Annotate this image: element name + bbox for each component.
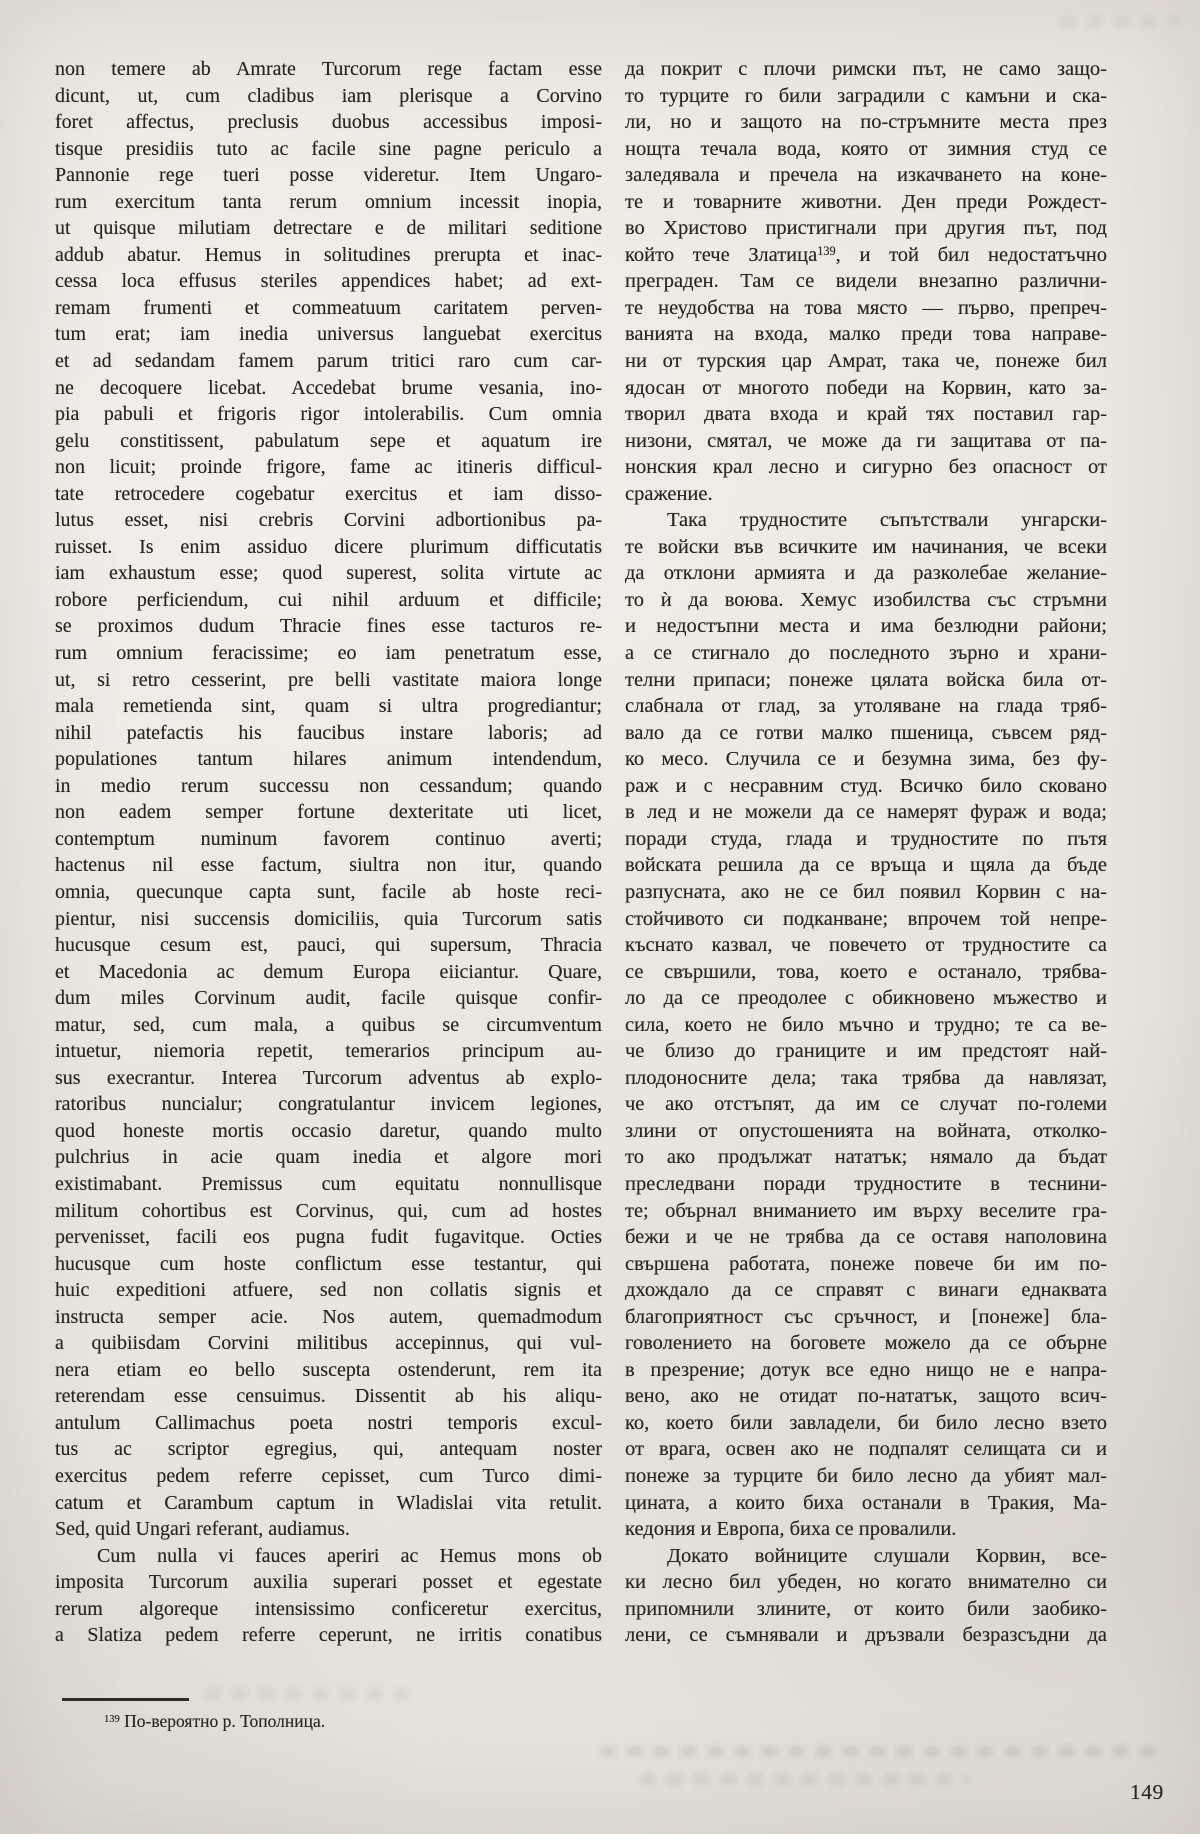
text-line: rum omnium feracissime; eo iam penetratum esse, <box>55 642 602 665</box>
text-line: hucusque cum hoste conflictum esse testantur, qui <box>55 1252 602 1275</box>
text-line: reterendam esse censuimus. Dissentit ab his aliqu- <box>55 1385 602 1408</box>
text-line: pervenisset, facili eos pugna fudit fugavitque. Octies <box>55 1226 602 1249</box>
text-line: militum cohortibus est Corvinus, qui, cum ad hostes <box>55 1199 602 1222</box>
text-line: благоприятност със сръчност, и [понеже] бла- <box>625 1305 1107 1328</box>
text-line: който тече Златица$^{139}$, и той бил недостатъчно <box>625 243 1107 266</box>
text-line: non eadem semper fortune dexteritate uti licet, <box>55 801 602 824</box>
text-line: cessa loca effusus steriles appendices habet; ad ext- <box>55 270 602 293</box>
text-line: ко месо. Случила се и безумна зима, без фу- <box>625 748 1107 771</box>
page-number: 149 <box>1130 1780 1164 1804</box>
text-line: в лед и не можели да се намерят фураж и вода; <box>625 801 1107 824</box>
text-line: populationes tantum hilares animum intendendum, <box>55 748 602 771</box>
text-line: non licuit; proinde frigore, fame ac itineris difficul- <box>55 456 602 479</box>
text-line: то ако продължат нататък; нямало да бъдат <box>625 1146 1107 1169</box>
text-line: tisque presidiis tuto ac facile sine pagne periculo a <box>55 137 602 160</box>
text-line: foret affectus, preclusis duobus accessibus imposi- <box>55 111 602 134</box>
text-line: разпусната, ако не се бил появил Корвин с на- <box>625 880 1107 903</box>
text-line: hactenus nil esse factum, siultra non itur, quando <box>55 854 602 877</box>
text-line: припомнили злините, от които били заобико- <box>625 1597 1107 1620</box>
text-line: че близо до границите и им предстоят най- <box>625 1040 1107 1063</box>
text-line: то ѝ да воюва. Хемус изобилства със стръмни <box>625 588 1107 611</box>
text-line: сила, което не било мъчно и трудно; те са ве- <box>625 1013 1107 1036</box>
text-line: то турците го били заградили с камъни и ска- <box>625 84 1107 107</box>
footnote <box>104 1710 325 1732</box>
text-line: а се стигнало до последното зърно и храни- <box>625 642 1107 665</box>
text-line: преграден. Там се видели внезапно различни- <box>625 270 1107 293</box>
text-line: ки лесно бил убеден, но когато внимателно си <box>625 1571 1107 1594</box>
bulgarian-text-column <box>625 56 1107 1649</box>
bleedthrough-smudge <box>640 1774 970 1785</box>
text-line: вало да се готви малко пшеница, съвсем ряд- <box>625 721 1107 744</box>
text-line: dum miles Corvinum audit, facile quisque confir- <box>55 987 602 1010</box>
text-line: a Slatiza pedem referre ceperunt, ne irritis conatibus <box>55 1624 602 1647</box>
text-line: слабнала от глад, за утоляване на глада тряб- <box>625 695 1107 718</box>
text-line: заледявала и пречела на изкачването на коне- <box>625 164 1107 187</box>
text-line: a quibiisdam Corvini militibus accepinnus, qui vul- <box>55 1332 602 1355</box>
text-line: къснато казвал, че повечето от трудностите са <box>625 934 1107 957</box>
text-line: tus ac scriptor egregius, qui, antequam noster <box>55 1438 602 1461</box>
text-line: Cum nulla vi fauces aperiri ac Hemus mons ob <box>97 1544 602 1567</box>
text-line: ванията на входа, малко преди това направе- <box>625 323 1107 346</box>
text-line: tum erat; iam inedia universus languebat exercitus <box>55 323 602 346</box>
text-line: rum exercitum tanta rerum omnium incessit inopia, <box>55 190 602 213</box>
text-line: nihil patefactis his faucibus instare laboris; ad <box>55 721 602 744</box>
text-line: se proximos dudum Thracie fines esse tacturos re- <box>55 615 602 638</box>
text-line: existimabant. Premissus cum equitatu nonnullisque <box>55 1172 602 1195</box>
text-line: tate retrocedere cogebatur exercitus et iam disso- <box>55 482 602 505</box>
text-line: говолението на боговете можело да се обърне <box>625 1332 1107 1355</box>
bleedthrough-smudge <box>1060 16 1180 27</box>
text-line: свършена работата, понеже повече би им по- <box>625 1252 1107 1275</box>
text-line: дхождало да се справят с винаги еднаквата <box>625 1279 1107 1302</box>
text-line: нонския крал лесно и сигурно без опасност от <box>625 456 1107 479</box>
text-line: лени, се съмнявали и дръзвали безразсъдни да <box>625 1624 1107 1647</box>
text-line: Sed, quid Ungari referant, audiamus. <box>55 1518 350 1541</box>
text-line: кедония и Европа, биха се провалили. <box>625 1518 957 1541</box>
text-line: pia pabuli et frigoris rigor intolerabilis. Cum omnia <box>55 403 602 426</box>
text-line: nera etiam eo bello suscepta ostenderunt, rem ita <box>55 1358 602 1381</box>
text-line: remam frumenti et commeatuum caritatem perven- <box>55 296 602 319</box>
text-line: addub abatur. Hemus in solitudines prerupta et inac- <box>55 243 602 266</box>
text-line: et Macedonia ac demum Europa eiiciantur. Quare, <box>55 960 602 983</box>
text-line: ко, което били завладели, би било лесно взето <box>625 1411 1107 1434</box>
text-line: те; обърнал вниманието им върху веселите гра- <box>625 1199 1107 1222</box>
text-line: че ако отстъпят, да им се случат по-големи <box>625 1093 1107 1116</box>
text-line: pientur, nisi succensis domiciliis, quia Turcorum satis <box>55 907 602 930</box>
text-line: преследвани поради трудностите в теснини- <box>625 1172 1107 1195</box>
text-line: от врага, освен ако не подпалят селищата си и <box>625 1438 1107 1461</box>
footnote-text: По-вероятно р. Тополница. <box>124 1711 326 1731</box>
text-line: ne decoquere licebat. Accedebat brume vesania, ino- <box>55 376 602 399</box>
text-line: ut, si retro cesserint, pre belli vastitate maiora longe <box>55 668 602 691</box>
text-line: mala remetienda sint, quam si ultra progrediantur; <box>55 695 602 718</box>
text-line: поради студа, глада и трудностите по пътя <box>625 827 1107 850</box>
text-line: robore perficiendum, cui nihil arduum et difficile; <box>55 588 602 611</box>
text-line: те и товарните животни. Ден преди Рождест- <box>625 190 1107 213</box>
text-line: omnia, quecunque capta sunt, facile ab hoste reci- <box>55 880 602 903</box>
text-line: gelu constitissent, pabulatum sepe et aquatum ire <box>55 429 602 452</box>
footnote-divider-rule <box>62 1698 189 1701</box>
text-line: ядосан от многото победи на Корвин, като за- <box>625 376 1107 399</box>
text-line: творил двата входа и край тях поставил гар- <box>625 403 1107 426</box>
text-line: catum et Carambum captum in Wladislai vita retulit. <box>55 1491 602 1514</box>
text-line: да отклони армията и да разколебае желание- <box>625 562 1107 585</box>
bleedthrough-smudge <box>205 1688 415 1699</box>
text-line: бежи и че не трябва да се оставя наполовина <box>625 1226 1107 1249</box>
text-line: се свършили, това, което е останало, трябва- <box>625 960 1107 983</box>
text-line: ut quisque milutiam detrectare e de militari seditione <box>55 217 602 240</box>
text-line: нощта течала вода, която от зимния студ се <box>625 137 1107 160</box>
text-line: те войски във всичките им начинания, че всеки <box>625 535 1107 558</box>
text-line: стойчивото си подканване; впрочем той непре- <box>625 907 1107 930</box>
text-line: раж и с несравним студ. Всичко било сковано <box>625 774 1107 797</box>
text-line: ни от турския цар Амрат, така че, понеже бил <box>625 350 1107 373</box>
text-line: ratoribus nuncialur; congratulantur invicem legiones, <box>55 1093 602 1116</box>
text-line: dicunt, ut, cum cladibus iam plerisque a Corvino <box>55 84 602 107</box>
text-line: quod honeste mortis occasio daretur, quando multo <box>55 1119 602 1142</box>
text-line: huic expeditioni atfuere, sed non collatis signis et <box>55 1279 602 1302</box>
text-line: понеже за турците би било лесно да убият мал- <box>625 1464 1107 1487</box>
text-line: ruisset. Is enim assiduo dicere plurimum difficutatis <box>55 535 602 558</box>
text-line: ло да се преодолее с обикновено мъжество и <box>625 987 1107 1010</box>
text-line: Докато войниците слушали Корвин, все- <box>667 1544 1107 1567</box>
text-line: сражение. <box>625 482 713 505</box>
text-line: sus execrantur. Interea Turcorum adventus ab explo- <box>55 1066 602 1089</box>
text-line: вено, ако не отидат по-нататък, защото всич- <box>625 1385 1107 1408</box>
text-line: contemptum numinum favorem continuo averti; <box>55 827 602 850</box>
text-line: да покрит с плочи римски път, не само защо- <box>625 58 1107 80</box>
text-line: non temere ab Amrate Turcorum rege factam esse <box>55 58 602 80</box>
text-line: Така трудностите съпътствали унгарски- <box>667 509 1107 532</box>
text-line: и недостъпни места и има безлюдни райони; <box>625 615 1107 638</box>
text-line: lutus esset, nisi crebris Corvini adbortionibus pa- <box>55 509 602 532</box>
text-line: телни припаси; понеже цялата войска била от- <box>625 668 1107 691</box>
text-line: exercitus pedem referre cepisset, cum Turco dimi- <box>55 1464 602 1487</box>
text-line: плодоносните дела; така трябва да навлязат, <box>625 1066 1107 1089</box>
text-line: instructa semper acie. Nos autem, quemadmodum <box>55 1305 602 1328</box>
text-line: войската решила да се връща и щяла да бъде <box>625 854 1107 877</box>
text-line: злини от опустошенията на войната, отколко- <box>625 1119 1107 1142</box>
text-line: низони, смятал, че може да ги защитава от па- <box>625 429 1107 452</box>
text-line: et ad sedandam famem parum tritici raro cum car- <box>55 350 602 373</box>
text-line: в презрение; дотук все едно нищо не е напра- <box>625 1358 1107 1381</box>
text-line: intuetur, niemoria repetit, temerarios principum au- <box>55 1040 602 1063</box>
text-line: iam exhaustum esse; quod superest, solita virtute ac <box>55 562 602 585</box>
text-line: rerum algoreque intensissimo conficeretur exercitus, <box>55 1597 602 1620</box>
text-line: matur, sed, cum mala, a quibus se circumventum <box>55 1013 602 1036</box>
text-line: hucusque cesum est, pauci, qui supersum, Thracia <box>55 934 602 957</box>
text-line: ли, но и защото на по-стръмните места през <box>625 111 1107 134</box>
text-line: in medio rerum successu non cessandum; quando <box>55 774 602 797</box>
latin-text-column <box>55 56 602 1649</box>
text-line: antulum Callimachus poeta nostri temporis excul- <box>55 1411 602 1434</box>
text-line: imposita Turcorum auxilia superari posset et egestate <box>55 1571 602 1594</box>
text-line: pulchrius in acie quam inedia et algore mori <box>55 1146 602 1169</box>
text-line: те неудобства на това място — първо, препреч- <box>625 296 1107 319</box>
text-line: цината, а които биха останали в Тракия, Ма- <box>625 1491 1107 1514</box>
text-line: Pannonie rege tueri posse videretur. Item Ungaro- <box>55 164 602 187</box>
bleedthrough-smudge <box>600 1746 1160 1757</box>
footnote-marker: 139 <box>104 1714 120 1726</box>
text-line: во Христово пристигнали при другия път, под <box>625 217 1107 240</box>
